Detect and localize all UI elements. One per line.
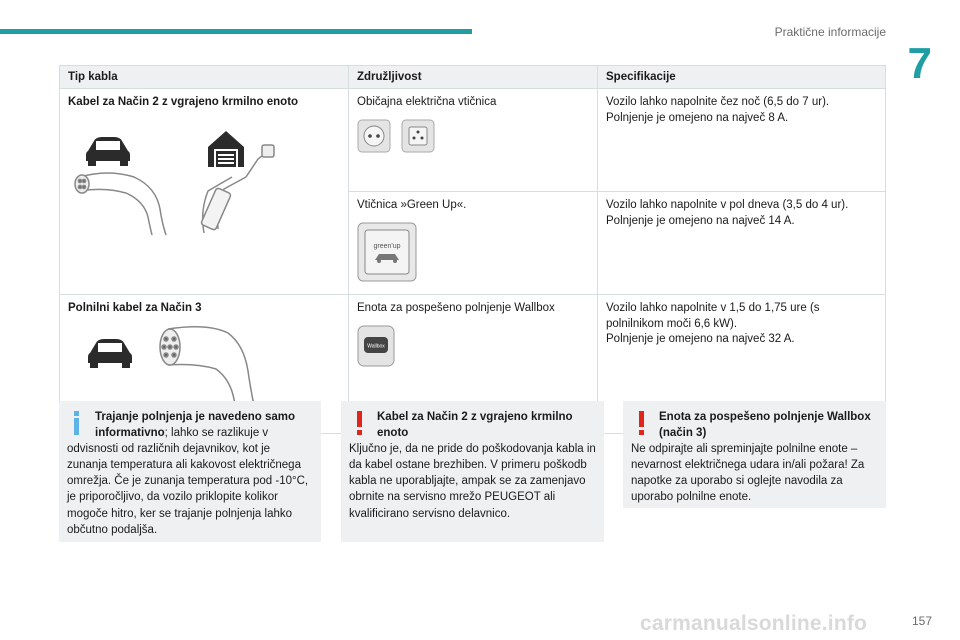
- table-row: [60, 89, 886, 192]
- table-header-row: [60, 66, 886, 89]
- note-title: Trajanje polnjenja je navedeno samo informativno: [95, 411, 296, 440]
- compat-cell: [349, 192, 598, 295]
- cable-types-table: [59, 65, 886, 434]
- plug-connector-icon: [75, 173, 166, 235]
- compat-text: Vtičnica »Green Up«.: [357, 199, 467, 211]
- chapter-number: 7: [907, 39, 932, 88]
- spec-line: Polnjenje je omejeno na največ 8 A.: [606, 111, 789, 124]
- spec-cell: [598, 89, 886, 192]
- cable-title: Kabel za Način 2 z vgrajeno krmilno enoto: [68, 96, 299, 108]
- spec-line: Polnjenje je omejeno na največ 14 A.: [606, 214, 795, 227]
- spec-line: Polnjenje je omejeno na največ 32 A.: [606, 333, 795, 346]
- info-note-charging-time: [59, 401, 321, 542]
- header-accent-bar: [0, 29, 472, 34]
- cable-cell-mode2: [60, 89, 349, 295]
- column-header: Združljivost: [349, 66, 598, 89]
- mode2-cable-illustration: [68, 117, 288, 239]
- compat-cell: [349, 89, 598, 192]
- greenup-socket-icon: [357, 222, 417, 282]
- spec-line: Vozilo lahko napolnite čez noč (6,5 do 7 ur).: [606, 96, 830, 108]
- car-icon: [88, 339, 132, 368]
- wallbox-icon: [357, 325, 395, 367]
- note-body: Ključno je, da ne pride do poškodovanja kabla in da kabel ostane brezhiben. V primeru poškodb kabla ne uporabljajte, ampak se za zamenjavo obrnite na servisno mrežo PEUGEOT ali kvalificirano servisno delavnico.: [349, 443, 596, 520]
- info-icon: [67, 409, 91, 437]
- compat-text: Enota za pospešeno polnjenje Wallbox: [357, 302, 555, 314]
- spec-line: polnilnikom moči 6,6 kW).: [606, 317, 738, 330]
- compat-text: Običajna električna vtičnica: [357, 96, 497, 108]
- spec-cell: [598, 192, 886, 295]
- note-body: Ne odpirajte ali spreminjajte polnilne enote – nevarnost električnega udara in/ali požara! Za napotke za uporabo si oglejte navodila za uporabo polnilne enote.: [631, 443, 865, 504]
- greenup-label: green'up: [373, 242, 401, 250]
- warning-note-mode2-cable: [341, 401, 604, 542]
- spec-line: Vozilo lahko napolnite v pol dneva (3,5 do 4 ur).: [606, 199, 849, 211]
- house-icon: [208, 131, 244, 167]
- note-title: Enota za pospešeno polnjenje Wallbox (način 3): [659, 411, 871, 440]
- column-header: Specifikacije: [598, 66, 886, 89]
- section-title: Praktične informacije: [774, 25, 886, 39]
- domestic-socket-icon: [401, 119, 435, 153]
- watermark: carmanualsonline.info: [640, 612, 868, 635]
- note-title: Kabel za Način 2 z vgrajeno krmilno enoto: [377, 411, 573, 440]
- spec-line: Vozilo lahko napolnite v 1,5 do 1,75 ure (s: [606, 302, 820, 314]
- warning-icon: [631, 409, 655, 437]
- warning-icon: [349, 409, 373, 437]
- column-header: Tip kabla: [60, 66, 349, 89]
- warning-note-wallbox: [623, 401, 886, 508]
- car-icon: [86, 137, 130, 166]
- cable-title: Polnilni kabel za Način 3: [68, 302, 202, 314]
- wallbox-label: Wallbox: [367, 343, 385, 350]
- note-body: odvisnosti od različnih dejavnikov, kot je zunanja temperatura ali kakovost električnega omrežja. Če je zunanja temperatura pod -10°C, je priporočljivo, da vozilo priklopite kolikor mogoče hitro, ker se trajanje polnjenja lahko občutno podaljša.: [67, 443, 309, 536]
- page-number: 157: [911, 614, 932, 628]
- note-title-tail: ; lahko se razlikuje v: [164, 427, 269, 440]
- schuko-socket-icon: [357, 119, 391, 153]
